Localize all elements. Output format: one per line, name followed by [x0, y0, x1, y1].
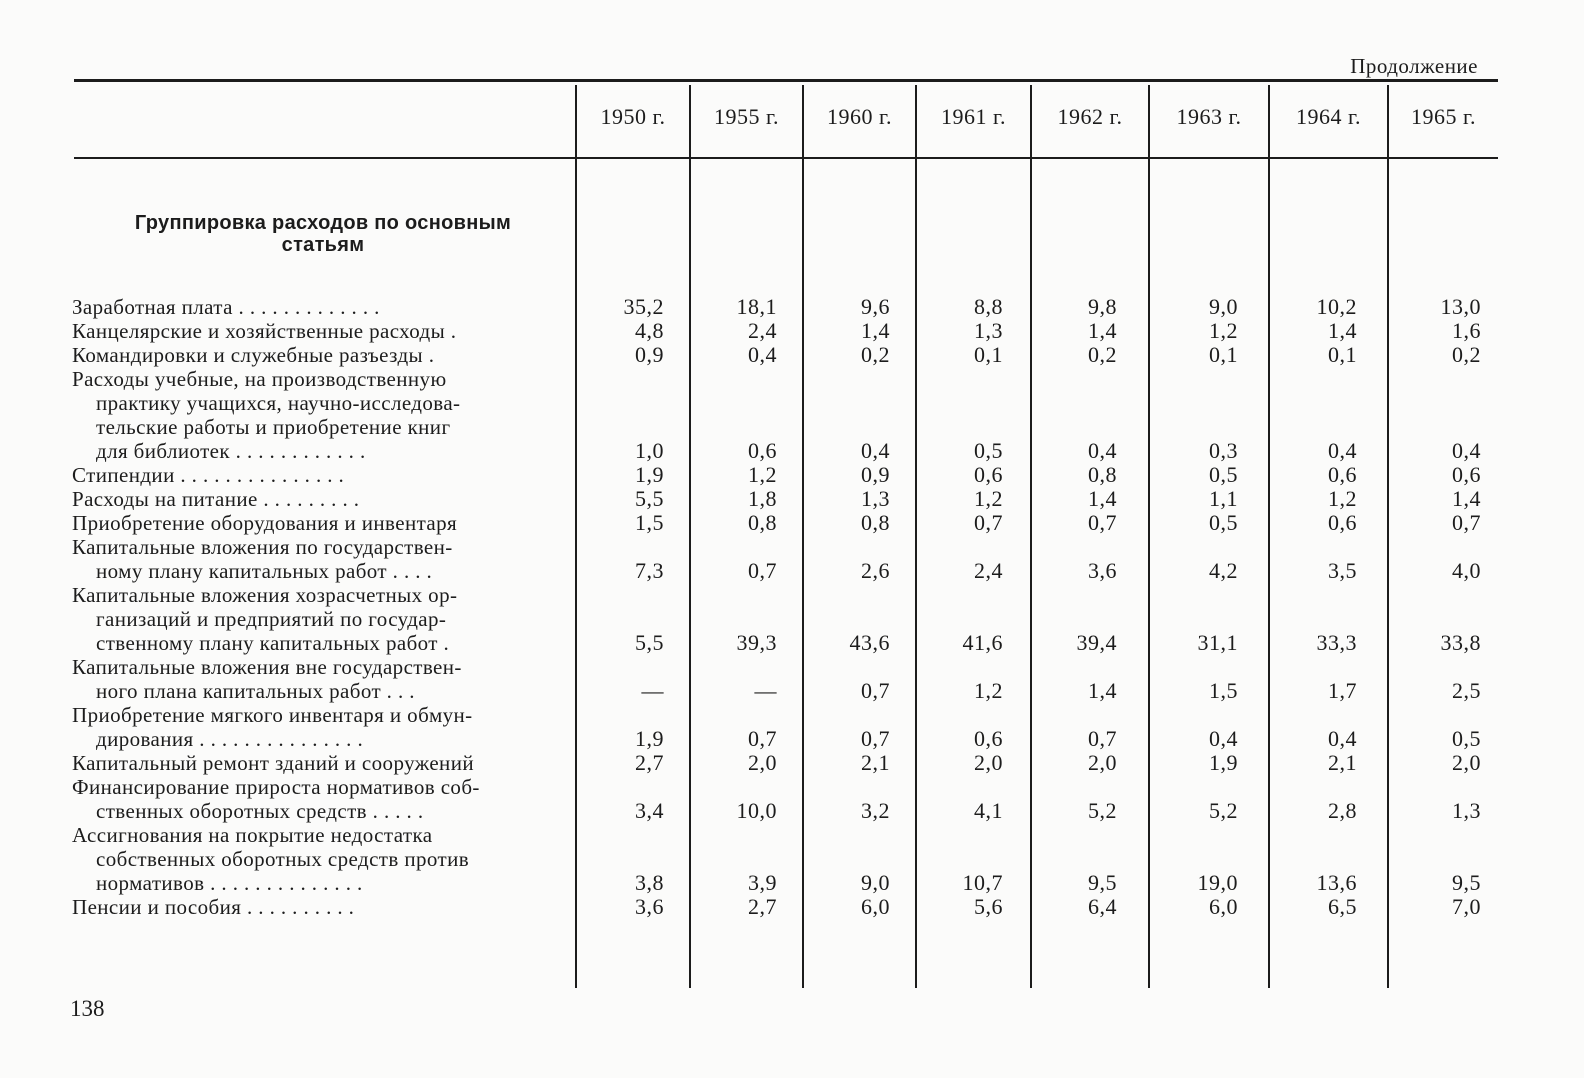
table-cell: 10,7	[962, 870, 1003, 895]
table-cell: 8,8	[974, 294, 1003, 319]
table-cell: 0,9	[635, 342, 664, 367]
table-cell: 0,4	[1209, 726, 1238, 751]
table-cell: 33,8	[1440, 630, 1481, 655]
table-cell: 2,0	[1088, 750, 1117, 775]
table-cell: 0,8	[748, 510, 777, 535]
table-cell: 6,0	[861, 894, 890, 919]
table-cell: 5,2	[1088, 798, 1117, 823]
table-cell: 0,1	[1209, 342, 1238, 367]
table-cell: 9,8	[1088, 294, 1117, 319]
year-header: 1964 г.	[1295, 104, 1362, 129]
table-cell: 18,1	[736, 294, 777, 319]
column-divider	[1268, 85, 1270, 988]
table-cell: 0,1	[1328, 342, 1357, 367]
table-cell: 3,9	[748, 870, 777, 895]
year-header: 1960 г.	[826, 104, 893, 129]
table-cell: 9,0	[1209, 294, 1238, 319]
table-cell: 6,0	[1209, 894, 1238, 919]
row-label: Капитальные вложения хозрасчетных ор-	[72, 583, 458, 607]
table-cell: 5,6	[974, 894, 1003, 919]
table-cell: 1,5	[635, 510, 664, 535]
row-label: ного плана капитальных работ . . .	[96, 679, 415, 703]
table-cell: 6,4	[1088, 894, 1117, 919]
year-header: 1961 г.	[940, 104, 1007, 129]
table-cell: 0,6	[1328, 510, 1357, 535]
table-cell: 1,4	[1088, 678, 1117, 703]
table-cell: 2,1	[1328, 750, 1357, 775]
column-divider	[802, 85, 804, 988]
table-cell: 1,6	[1452, 318, 1481, 343]
column-divider	[915, 85, 917, 988]
table-cell: 0,7	[748, 558, 777, 583]
table-cell: 3,2	[861, 798, 890, 823]
column-divider	[689, 85, 691, 988]
table-cell: 0,2	[861, 342, 890, 367]
table-cell: 1,5	[1209, 678, 1238, 703]
table-cell: 0,7	[1088, 726, 1117, 751]
page-number: 138	[70, 996, 105, 1021]
table-cell: 2,7	[748, 894, 777, 919]
table-cell: 4,0	[1452, 558, 1481, 583]
table-cell: 35,2	[623, 294, 664, 319]
row-label: Расходы на питание . . . . . . . . .	[72, 487, 360, 511]
table-cell: 1,9	[635, 462, 664, 487]
table-cell: 1,2	[974, 486, 1003, 511]
table-cell: 5,5	[635, 630, 664, 655]
table-cell: 0,7	[974, 510, 1003, 535]
header-bottom-rule	[74, 157, 1498, 159]
row-label: собственных оборотных средств против	[96, 847, 470, 871]
table-cell: 1,1	[1209, 486, 1238, 511]
table-cell: 1,3	[1452, 798, 1481, 823]
table-cell: —	[641, 678, 664, 703]
row-label: Капитальный ремонт зданий и сооружений	[72, 751, 474, 775]
row-label: Приобретение оборудования и инвентаря	[72, 511, 458, 535]
table-cell: 2,5	[1452, 678, 1481, 703]
table-cell: 1,3	[861, 486, 890, 511]
table-cell: 1,4	[1088, 318, 1117, 343]
table-cell: 7,3	[635, 558, 664, 583]
table-cell: 41,6	[962, 630, 1003, 655]
table-cell: 3,4	[635, 798, 664, 823]
table-cell: 3,6	[635, 894, 664, 919]
row-label: Канцелярские и хозяйственные расходы .	[72, 319, 457, 343]
row-label: ственному плану капитальных работ .	[96, 631, 450, 655]
row-label: практику учащихся, научно-исследова-	[96, 391, 461, 415]
year-header: 1963 г.	[1176, 104, 1242, 129]
table-cell: 1,2	[1209, 318, 1238, 343]
table-cell: 0,6	[1452, 462, 1481, 487]
table-cell: 0,1	[974, 342, 1003, 367]
table-cell: 4,1	[974, 798, 1003, 823]
table-cell: 1,7	[1328, 678, 1357, 703]
table-cell: 10,0	[736, 798, 777, 823]
table-cell: 2,8	[1328, 798, 1357, 823]
row-label: Пенсии и пособия . . . . . . . . . .	[72, 895, 355, 919]
table-cell: 2,6	[861, 558, 890, 583]
table-cell: 9,0	[861, 870, 890, 895]
table-cell: 43,6	[849, 630, 890, 655]
table-cell: 0,4	[1328, 438, 1357, 463]
table-cell: 1,2	[1328, 486, 1357, 511]
table-cell: 0,2	[1452, 342, 1481, 367]
row-label: нормативов . . . . . . . . . . . . . .	[96, 871, 363, 895]
table-cell: 0,7	[1088, 510, 1117, 535]
table-cell: 2,4	[974, 558, 1003, 583]
row-label: тельские работы и приобретение книг	[96, 415, 451, 439]
row-label: ганизаций и предприятий по государ-	[96, 607, 447, 631]
table-cell: 0,5	[1209, 462, 1238, 487]
table-cell: 0,4	[748, 342, 777, 367]
table-cell: 4,8	[635, 318, 664, 343]
table-cell: 3,5	[1328, 558, 1357, 583]
table-cell: 39,3	[736, 630, 777, 655]
table-cell: 1,8	[748, 486, 777, 511]
table-cell: 1,0	[635, 438, 664, 463]
table-cell: 2,4	[748, 318, 777, 343]
table-cell: 13,6	[1316, 870, 1357, 895]
year-header: 1965 г.	[1410, 104, 1477, 129]
row-label: Стипендии . . . . . . . . . . . . . . .	[72, 463, 345, 487]
table-cell: 0,8	[861, 510, 890, 535]
table-cell: 2,0	[748, 750, 777, 775]
row-label: ному плану капитальных работ . . . .	[96, 559, 433, 583]
table-cell: 6,5	[1328, 894, 1357, 919]
table-cell: 1,2	[974, 678, 1003, 703]
row-label: Расходы учебные, на производственную	[72, 367, 447, 391]
table-cell: 0,5	[1209, 510, 1238, 535]
table-cell: 5,5	[635, 486, 664, 511]
row-label: Капитальные вложения вне государствен-	[72, 655, 462, 679]
row-label: для библиотек . . . . . . . . . . . .	[96, 439, 366, 463]
table-cell: 13,0	[1440, 294, 1481, 319]
top-rule	[74, 79, 1498, 82]
table-cell: 0,3	[1209, 438, 1238, 463]
table-cell: 1,4	[1088, 486, 1117, 511]
table-cell: 0,8	[1088, 462, 1117, 487]
table-cell: 0,4	[1088, 438, 1117, 463]
table-cell: 7,0	[1452, 894, 1481, 919]
table-cell: 0,6	[1328, 462, 1357, 487]
table-cell: 0,4	[1328, 726, 1357, 751]
year-header: 1950 г.	[600, 104, 666, 129]
table-cell: 0,6	[974, 726, 1003, 751]
table-cell: 9,5	[1452, 870, 1481, 895]
table-cell: 2,0	[974, 750, 1003, 775]
table-cell: 1,9	[635, 726, 664, 751]
row-label: Командировки и служебные разъезды .	[72, 343, 435, 367]
table-cell: 2,7	[635, 750, 664, 775]
row-label: Приобретение мягкого инвентаря и обмун-	[72, 703, 473, 727]
table-cell: 0,2	[1088, 342, 1117, 367]
table-cell: 33,3	[1316, 630, 1357, 655]
year-header: 1955 г.	[713, 104, 780, 129]
row-label: ственных оборотных средств . . . . .	[96, 799, 424, 823]
table-cell: 2,1	[861, 750, 890, 775]
table-cell: 0,5	[974, 438, 1003, 463]
table-cell: 31,1	[1197, 630, 1238, 655]
row-label: Ассигнования на покрытие недостатка	[72, 823, 433, 847]
table-cell: 0,6	[748, 438, 777, 463]
table-cell: 5,2	[1209, 798, 1238, 823]
table-cell: 0,4	[861, 438, 890, 463]
continuation-label: Продолжение	[1350, 54, 1478, 78]
column-divider	[575, 85, 577, 988]
table-cell: 0,7	[861, 726, 890, 751]
row-label: Заработная плата . . . . . . . . . . . . .	[72, 295, 380, 319]
table-cell: 39,4	[1076, 630, 1117, 655]
table-cell: 4,2	[1209, 558, 1238, 583]
column-divider	[1148, 85, 1150, 988]
table-cell: 9,6	[861, 294, 890, 319]
column-divider	[1030, 85, 1032, 988]
table-cell: 3,8	[635, 870, 664, 895]
year-header: 1962 г.	[1057, 104, 1123, 129]
table-cell: 1,3	[974, 318, 1003, 343]
table-cell: 0,7	[1452, 510, 1481, 535]
table-cell: 9,5	[1088, 870, 1117, 895]
table-cell: 0,5	[1452, 726, 1481, 751]
row-label: дирования . . . . . . . . . . . . . . .	[96, 727, 364, 751]
table-cell: 1,4	[861, 318, 890, 343]
table-cell: 1,2	[748, 462, 777, 487]
table-cell: 3,6	[1088, 558, 1117, 583]
table-cell: 0,4	[1452, 438, 1481, 463]
table-cell: 19,0	[1197, 870, 1238, 895]
row-label: Финансирование прироста нормативов соб-	[72, 775, 480, 799]
table-cell: 0,6	[974, 462, 1003, 487]
section-title: Группировка расходов по основным статьям	[134, 212, 512, 256]
row-label: Капитальные вложения по государствен-	[72, 535, 453, 559]
table-cell: 10,2	[1316, 294, 1357, 319]
column-divider	[1387, 85, 1389, 988]
table-cell: 0,7	[748, 726, 777, 751]
table-cell: 0,7	[861, 678, 890, 703]
table-cell: 1,9	[1209, 750, 1238, 775]
table-cell: 2,0	[1452, 750, 1481, 775]
table-cell: —	[754, 678, 777, 703]
table-cell: 1,4	[1452, 486, 1481, 511]
table-cell: 1,4	[1328, 318, 1357, 343]
table-cell: 0,9	[861, 462, 890, 487]
